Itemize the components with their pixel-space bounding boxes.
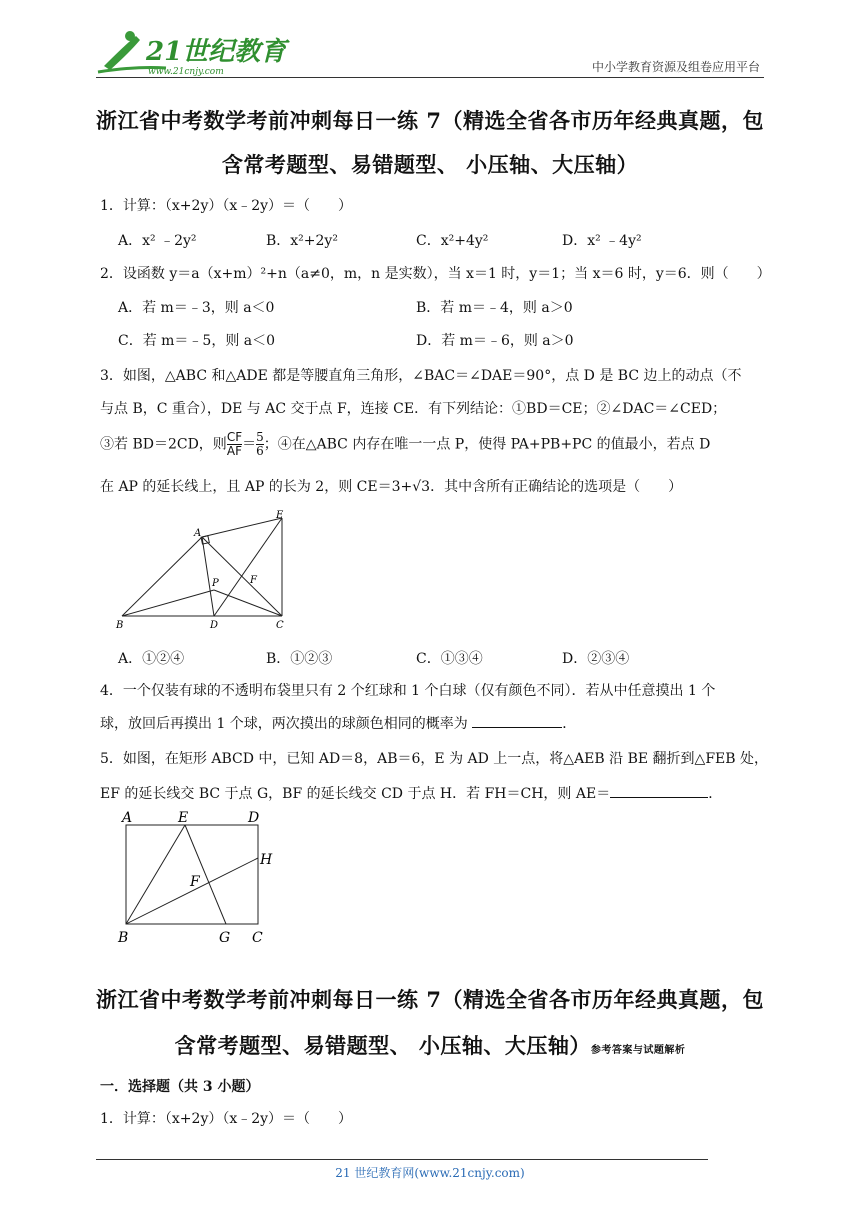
q1-stem: 1．计算：（x+2y）（x﹣2y）＝（ ） bbox=[100, 198, 353, 214]
q2-option-d: D．若 m＝﹣6，则 a＞0 bbox=[416, 333, 574, 349]
q5-answer-blank[interactable] bbox=[610, 781, 708, 798]
label-f: F bbox=[190, 874, 200, 890]
line-ad bbox=[202, 537, 214, 616]
q5-line2-text: EF 的延长线交 BC 于点 G，BF 的延长线交 CD 于点 H．若 FH＝CH，则 AE＝ bbox=[100, 786, 611, 802]
answer-title-text: 含常考题型、易错题型、 小压轴、大压轴） bbox=[174, 1033, 591, 1058]
q2-option-b: B．若 m＝﹣4，则 a＞0 bbox=[416, 300, 573, 316]
q1-option-b: B．x²+2y² bbox=[266, 233, 338, 249]
line-ae bbox=[202, 518, 282, 537]
answer-title-line1: 浙江省中考数学考前冲刺每日一练 7（精选全省各市历年经典真题，包 bbox=[96, 987, 764, 1012]
label-c: C bbox=[276, 620, 284, 631]
q3-line2: 与点 B，C 重合），DE 与 AC 交于点 F，连接 CE．有下列结论：①BD＝CE；②∠DAC＝∠CED； bbox=[100, 401, 727, 417]
q3-line1: 3．如图，△ABC 和△ADE 都是等腰直角三角形，∠BAC＝∠DAE＝90°，点 D 是 BC 边上的动点（不 bbox=[100, 368, 742, 384]
q1-option-a: A．x² ﹣2y² bbox=[118, 233, 197, 249]
q2-option-a: A．若 m＝﹣3，则 a＜0 bbox=[118, 300, 275, 316]
label-d: D bbox=[248, 810, 260, 826]
q3-fraction bbox=[227, 431, 242, 458]
label-e: E bbox=[178, 810, 189, 826]
q3-fraction-value bbox=[256, 431, 264, 458]
q4-line2-text: 球，放回后再摸出 1 个球，两次摸出的球颜色相同的概率为 bbox=[100, 716, 468, 732]
label-c: C bbox=[252, 930, 263, 946]
q5-end: ． bbox=[708, 786, 723, 802]
q1-option-c: C．x²+4y² bbox=[416, 233, 489, 249]
q3-line4-end: ．其中含所有正确结论的选项是（ ） bbox=[430, 479, 683, 495]
q3-ce-value: 3+√3 bbox=[391, 479, 431, 495]
logo-url: www.21cnjy.com bbox=[148, 67, 224, 77]
logo-text: 21世纪教育 bbox=[146, 37, 287, 67]
q3-line4-start: 在 AP 的延长线上，且 AP 的长为 2，则 CE＝ bbox=[100, 479, 392, 495]
line-ba bbox=[122, 537, 202, 616]
q3-option-c: C．①③④ bbox=[416, 651, 483, 667]
label-g: G bbox=[219, 930, 231, 946]
label-d: D bbox=[210, 620, 219, 631]
line-pc bbox=[214, 590, 282, 616]
label-a: A bbox=[122, 810, 133, 826]
page-title-line1: 浙江省中考数学考前冲刺每日一练 7（精选全省各市历年经典真题，包 bbox=[96, 108, 764, 133]
label-a: A bbox=[194, 528, 202, 539]
answer-title-suffix: 参考答案与试题解析 bbox=[590, 1045, 686, 1056]
q5-line1: 5．如图，在矩形 ABCD 中，已知 AD＝8，AB＝6，E 为 AD 上一点，将△AEB 沿 BE 翻折到△FEB 处， bbox=[100, 751, 768, 767]
label-h: H bbox=[260, 852, 273, 868]
q3-option-b: B．①②③ bbox=[266, 651, 333, 667]
q3-line3: ③若 BD＝2CD，则 $\frac{CF}{AF}$ ＝ $\frac{5}{6}$ ；④在△ABC 内存在唯一一点 P，使得 PA+PB+PC 的值最小，若点 D bbox=[100, 430, 711, 458]
q3-line3-start: ③若 BD＝2CD，则 bbox=[100, 436, 227, 453]
answer-q1-stem: 1．计算：（x+2y）（x﹣2y）＝（ ） bbox=[100, 1111, 353, 1127]
footer-divider bbox=[96, 1159, 708, 1160]
q3-line3-end: ；④在△ABC 内存在唯一一点 P，使得 PA+PB+PC 的值最小，若点 D bbox=[263, 436, 711, 453]
site-name: 中小学教育资源及组卷应用平台 bbox=[591, 60, 760, 74]
q3-option-d: D．②③④ bbox=[562, 651, 630, 667]
footer-link[interactable]: 21 世纪教育网(www.21cnjy.com) bbox=[335, 1166, 525, 1180]
line-de bbox=[214, 518, 282, 616]
label-f: F bbox=[250, 575, 257, 586]
q3-option-a: A．①②④ bbox=[118, 651, 185, 667]
page-title-line2: 含常考题型、易错题型、 小压轴、大压轴） bbox=[221, 152, 639, 177]
q5-line2 bbox=[100, 781, 768, 807]
label-e: E bbox=[276, 510, 284, 521]
answer-title-line2 bbox=[96, 1024, 764, 1073]
header-divider bbox=[96, 77, 764, 78]
q4-end: ． bbox=[562, 716, 577, 732]
q3-frac-eq-num: 5 bbox=[256, 430, 264, 444]
q4-line1: 4．一个仅装有球的不透明布袋里只有 2 个红球和 1 个白球（仅有颜色不同）．若从中任意摸出 1 个 bbox=[100, 683, 716, 699]
q4-answer-blank[interactable] bbox=[472, 711, 562, 728]
answer-section-heading: 一．选择题（共 3 小题） bbox=[100, 1079, 260, 1095]
q2-option-c: C．若 m＝﹣5，则 a＜0 bbox=[118, 333, 276, 349]
q4-line2 bbox=[100, 711, 768, 737]
q1-option-d: D．x² ﹣4y² bbox=[562, 233, 642, 249]
q2-stem: 2．设函数 y＝a（x+m）²+n（a≠0，m，n 是实数），当 x＝1 时，y＝1；当 x＝6 时，y＝6．则（ ） bbox=[100, 266, 771, 282]
q3-frac-num: CF bbox=[226, 430, 243, 444]
q3-frac-den: AF bbox=[226, 444, 243, 458]
q3-figure bbox=[110, 508, 300, 633]
q3-frac-eq-den: 6 bbox=[256, 444, 264, 458]
q3-line4 bbox=[100, 474, 768, 500]
site-logo bbox=[96, 26, 287, 80]
label-b: B bbox=[116, 620, 124, 631]
label-p: P bbox=[212, 578, 219, 589]
label-b: B bbox=[118, 930, 129, 946]
q5-figure bbox=[112, 808, 282, 948]
